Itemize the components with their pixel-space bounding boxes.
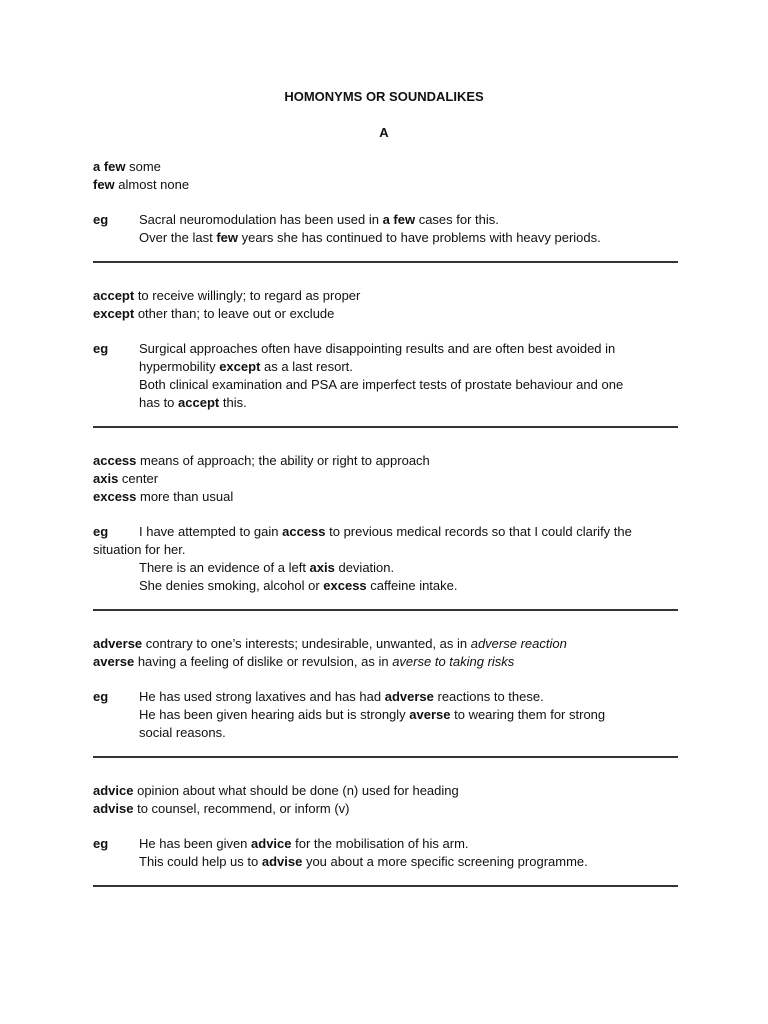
eg-label: eg	[93, 524, 109, 539]
example-block	[93, 688, 678, 742]
definition-line: excess more than usual	[93, 489, 234, 504]
definition-line: access means of approach; the ability or right to approach	[93, 453, 430, 468]
example-block	[93, 340, 678, 412]
definition-line: a few some	[93, 159, 161, 174]
definition-line: advice opinion about what should be done (n) used for heading	[93, 783, 459, 798]
eg-label: eg	[93, 212, 109, 227]
definition-line: adverse contrary to one’s interests; undesirable, unwanted, as in adverse reaction	[93, 636, 567, 651]
definition-line: except other than; to leave out or exclude	[93, 306, 335, 321]
homonym-entry	[93, 635, 678, 758]
homonym-entry	[93, 452, 678, 611]
eg-label: eg	[93, 836, 109, 851]
homonym-entry	[93, 287, 678, 428]
example-line: He has been given advice for the mobilisation of his arm.	[139, 836, 469, 851]
definition-line: axis center	[93, 471, 159, 486]
definition-line: few almost none	[93, 177, 190, 192]
example-line: He has been given hearing aids but is strongly averse to wearing them for strong	[139, 707, 606, 722]
homonym-entry	[93, 782, 678, 887]
definition-line: averse having a feeling of dislike or revulsion, as in averse to taking risks	[93, 654, 515, 669]
example-line: social reasons.	[139, 725, 226, 740]
example-line: Both clinical examination and PSA are imperfect tests of prostate behaviour and one	[139, 377, 624, 392]
example-line: He has used strong laxatives and has had adverse reactions to these.	[139, 689, 544, 704]
example-line: Sacral neuromodulation has been used in a few cases for this.	[139, 212, 499, 227]
definition-line: accept to receive willingly; to regard as proper	[93, 288, 361, 303]
page-title: HOMONYMS OR SOUNDALIKES	[284, 89, 484, 104]
example-line: This could help us to advise you about a more specific screening programme.	[139, 854, 588, 869]
example-line: She denies smoking, alcohol or excess caffeine intake.	[139, 578, 458, 593]
section-letter: A	[379, 125, 389, 140]
definition-line: advise to counsel, recommend, or inform (v)	[93, 801, 350, 816]
eg-label: eg	[93, 341, 109, 356]
example-block	[93, 523, 678, 595]
example-line: has to accept this.	[139, 395, 247, 410]
example-block	[93, 211, 678, 247]
example-line: hypermobility except as a last resort.	[139, 359, 353, 374]
eg-label: eg	[93, 689, 109, 704]
entry-list	[93, 158, 678, 911]
example-line: Over the last few years she has continued to have problems with heavy periods.	[139, 230, 601, 245]
example-line: Surgical approaches often have disappointing results and are often best avoided in	[139, 341, 616, 356]
homonym-entry	[93, 158, 678, 263]
example-block	[93, 835, 678, 871]
example-line: I have attempted to gain access to previous medical records so that I could clarify the situation for her.	[93, 524, 632, 557]
example-line: There is an evidence of a left axis deviation.	[139, 560, 395, 575]
